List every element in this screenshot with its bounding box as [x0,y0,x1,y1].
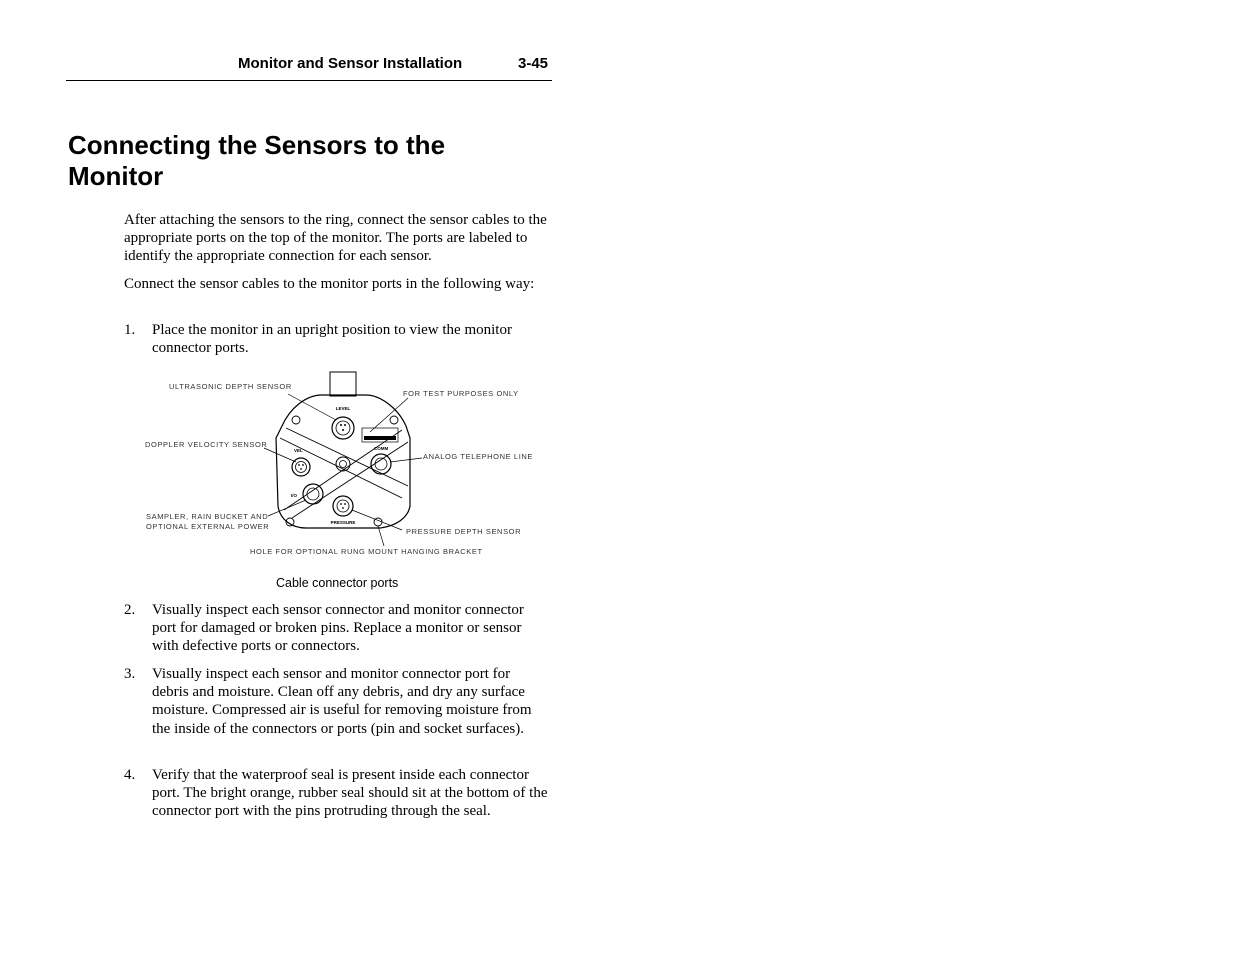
connector-ports-diagram [140,368,540,564]
page-number: 3-45 [518,55,549,72]
intro-paragraph-2: Connect the sensor cables to the monitor ports in the following way: [124,276,535,292]
step-number: 3. [124,666,136,682]
figure-caption: Cable connector ports [276,576,399,590]
step-text: Verify that the waterproof seal is present inside each connector port. The bright orange, rubber seal should sit at the bottom of the connector port with the pins protruding through the seal. [152,767,548,820]
callout-pressure-depth-sensor: PRESSURE DEPTH SENSOR [406,527,522,536]
callout-test-purposes: FOR TEST PURPOSES ONLY [403,389,519,398]
step-number: 2. [124,602,136,618]
io-port-label: I/O [291,493,298,498]
step-text: Place the monitor in an upright position to view the monitor connector ports. [152,322,512,357]
comm-port-label: COMM [374,446,389,451]
step-number: 4. [124,767,136,783]
step-text: Visually inspect each sensor and monitor connector port for debris and moisture. Clean off any debris, and dry any surface moisture. Compressed air is useful for removing moisture from the inside of the connectors or ports (pin and socket surfaces). [152,666,532,737]
step-text: Visually inspect each sensor connector and monitor connector port for damaged or broken pins. Replace a monitor or sensor with defective ports or connectors. [152,602,524,655]
callout-doppler-velocity-sensor: DOPPLER VELOCITY SENSOR [145,440,268,449]
intro-paragraph-1: After attaching the sensors to the ring, connect the sensor cables to the appropriate ports on the top of the monitor. The ports are labeled to identify the appropriate connection for each sensor. [124,212,547,265]
header-divider [66,80,552,81]
callout-sampler-line-1: SAMPLER, RAIN BUCKET AND [146,512,269,521]
vel-port-label: VEL [294,448,303,453]
page-title: Connecting the Sensors to the Monitor [68,130,446,191]
callout-sampler-line-2: OPTIONAL EXTERNAL POWER [146,522,270,531]
level-port-label: LEVEL [335,406,351,411]
pressure-port-label: PRESSURE [330,520,356,525]
running-header-title: Monitor and Sensor Installation [238,55,463,72]
step-number: 1. [124,322,136,338]
callout-analog-telephone-line: ANALOG TELEPHONE LINE [423,452,533,461]
callout-hanging-bracket-hole: HOLE FOR OPTIONAL RUNG MOUNT HANGING BRACKET [250,547,483,556]
callout-ultrasonic-depth-sensor: ULTRASONIC DEPTH SENSOR [169,382,292,391]
